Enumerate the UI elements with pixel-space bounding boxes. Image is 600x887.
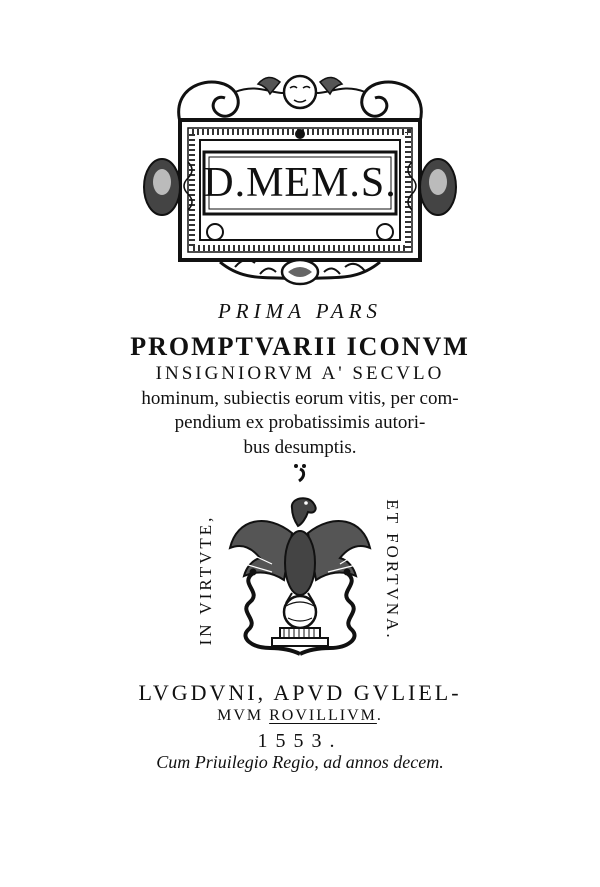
printer-name-prefix: MVM	[217, 707, 270, 724]
imprint-place-printer: LVGDVNI, APVD GVLIEL-	[138, 680, 462, 705]
motto-left: IN VIRTVTE,	[196, 514, 215, 646]
subtitle-line-1: hominum, subiectis eorum vitis, per com-	[141, 388, 459, 409]
privilege-statement: Cum Priuilegio Regio, ad annos decem.	[156, 752, 444, 772]
imprint-printer-name	[0, 707, 600, 725]
cartouche-label: D.MEM.S.	[203, 160, 397, 206]
imprint-year: 1553.	[257, 730, 343, 752]
ornamental-cartouche	[140, 62, 460, 287]
printer-name-underlined: ROVILLIVM	[269, 707, 377, 724]
printers-device-eagle	[222, 488, 378, 662]
main-title: PROMPTVARII ICONVM	[130, 332, 470, 361]
title-continuation: INSIGNIORVM A' SECVLO	[155, 363, 445, 384]
subtitle-line-3: bus desumptis.	[243, 437, 357, 458]
motto-right: ET FORTVNA.	[383, 499, 402, 641]
subtitle-line-2: pendium ex probatissimis autori-	[174, 412, 426, 433]
printer-name-suffix: .	[376, 707, 383, 724]
fleuron-icon	[290, 461, 310, 483]
prima-pars-heading: PRIMA PARS	[217, 299, 383, 323]
